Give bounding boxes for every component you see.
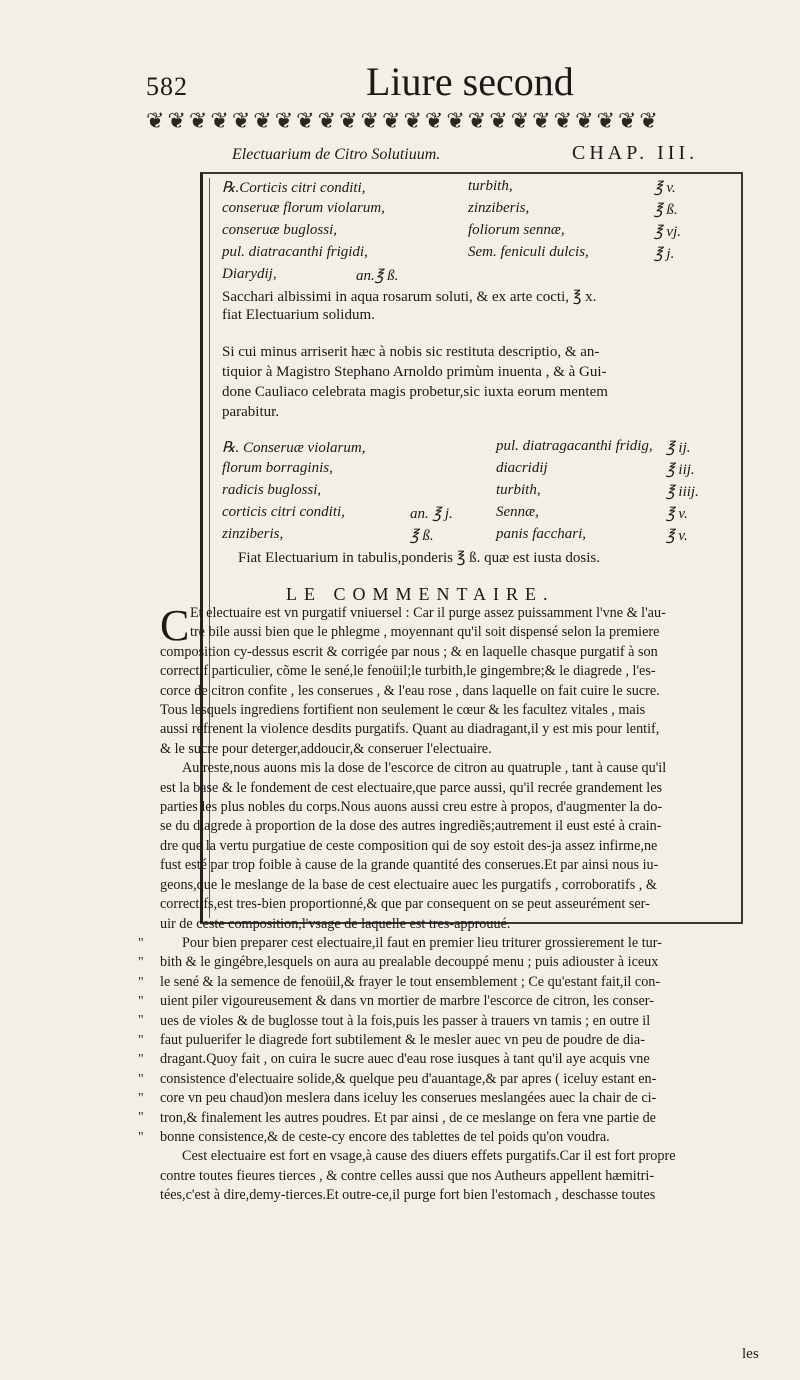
- recipe2-quantity: ℥ iiij.: [666, 484, 699, 500]
- commentary-line: le sené & la semence de fenoüil,& frayer le tout ensemblement ; Ce qu'estant fait,il con-: [160, 973, 661, 990]
- commentary-line: Au reste,nous auons mis la dose de l'escorce de citron au quatruple , tant à cause qu'il: [182, 760, 667, 777]
- ornament-glyph: ❦: [253, 108, 272, 133]
- ornament-glyph: ❦: [532, 108, 551, 133]
- ornament-glyph: ❦: [403, 108, 422, 133]
- ornament-glyph: ❦: [339, 108, 358, 133]
- recipe1-quantity: an.℥ ß.: [356, 268, 399, 284]
- ornament-glyph: ❦: [489, 108, 508, 133]
- marginal-quote-marks: [138, 934, 144, 1147]
- commentary-line: geons,que le meslange de la base de cest electuaire auec les purgatifs , corroboratifs , &: [160, 876, 657, 893]
- latin-paragraph-line: tiquior à Magistro Stephano Arnoldo primùm inuenta , & à Gui-: [222, 364, 607, 380]
- recipe2-ingredient: zinziberis,: [222, 526, 284, 542]
- recipe2-ingredient: corticis citri conditi,: [222, 504, 345, 520]
- quote-mark: ": [138, 955, 144, 971]
- commentary-line: Cest electuaire est fort en vsage,à cause des diuers effets purgatifs.Car il est fort propre: [182, 1148, 676, 1165]
- recipe2-ingredient: radicis buglossi,: [222, 482, 322, 498]
- commentary-line: Pour bien preparer cest electuaire,il faut en premier lieu triturer grossierement le tur-: [182, 934, 662, 951]
- ornament-glyph: ❦: [360, 108, 379, 133]
- page-number: 582: [146, 72, 188, 101]
- ornament-glyph: ❦: [510, 108, 530, 133]
- commentary-line: correctifs,est tres-bien proportionné,& que par consequent on se peut asseurément ser-: [160, 896, 650, 913]
- commentary-line: se du diagrede à proportion de la dose des autres ingrediẽs;autrement il eust esté à crain-: [160, 818, 662, 835]
- recipe1-ingredient: pul. diatracanthi frigidi,: [222, 244, 368, 260]
- recipe1-ingredient: Diarydij,: [222, 266, 277, 282]
- recipe1-instruction: fiat Electuarium solidum.: [222, 307, 375, 323]
- commentary-line: contre toutes fieures tierces , & contre celles aussi que nos Autheurs appellent hæmitri-: [160, 1167, 655, 1184]
- recipe1-instruction: Sacchari albissimi in aqua rosarum soluti, & ex arte cocti, ℥ x.: [222, 289, 597, 305]
- commentary-line: correctif particulier, cõme le sené,le fenoüil;le turbith,le gingembre;& le diagrede , l'es-: [160, 663, 656, 680]
- recipe2-quantity: ℥ v.: [666, 528, 688, 544]
- recipe2-ingredient: diacridij: [496, 460, 548, 476]
- ornament-glyph: ❦: [424, 108, 444, 133]
- commentary-line: fust esté par trop foible à cause de la grande quantité des conserues.Et par ainsi nous iu-: [160, 857, 659, 874]
- commentary-line: ues de violes & de buglosse tout à la fois,puis les passer à trauers vn tamis ; en outre il: [160, 1012, 651, 1029]
- ornament-glyph: ❦: [381, 108, 401, 133]
- ornament-glyph: ❦: [575, 108, 594, 133]
- ornament-glyph: ❦: [296, 108, 315, 133]
- recipe2-quantity: ℥ ij.: [666, 440, 691, 456]
- ornament-glyph: ❦: [210, 108, 229, 133]
- recipe2-ingredient: turbith,: [496, 482, 541, 498]
- quote-mark: ": [138, 1052, 144, 1068]
- ornament-glyph: ❦: [467, 108, 487, 133]
- commentary-line: aussi refrenent la violence desdits purgatifs. Quant au diadragant,il y est mis pour lentif,: [160, 721, 660, 738]
- running-head: Liure second: [366, 59, 574, 104]
- drop-cap-letter: C: [160, 601, 190, 650]
- commentary-title: LE COMMENTAIRE.: [286, 584, 555, 604]
- recipe1-ingredient: conseruæ buglossi,: [222, 222, 338, 238]
- chapter-caption-number: CHAP. III.: [572, 142, 699, 164]
- quote-mark: ": [138, 974, 144, 990]
- latin-paragraph-line: Si cui minus arriserit hæc à nobis sic restituta descriptio, & an-: [222, 344, 600, 360]
- commentary-line: composition cy-dessus escrit & corrigée par nous ; & en laquelle chasque purgatif à son: [160, 643, 658, 660]
- commentary-line: parties les plus nobles du corps.Nous auons aussi creu estre à propos, d'augmenter la do-: [160, 799, 663, 816]
- ornament-glyph: ❦: [639, 108, 658, 133]
- commentary-line: core vn peu chaud)on meslera dans iceluy les conserues meslangées auec la chair de ci-: [160, 1090, 657, 1107]
- commentary-line: Et electuaire est vn purgatif vniuersel : Car il purge assez puissamment l'vne & l'au-: [190, 605, 666, 621]
- quote-mark: ": [138, 1071, 144, 1087]
- quote-mark: ": [138, 1091, 144, 1107]
- ornament-glyph: ❦: [146, 108, 165, 133]
- recipe2-ingredient: pul. diatragacanthi fridig,: [496, 438, 653, 454]
- recipe2-ingredient: florum borraginis,: [222, 460, 333, 476]
- recipe2-quantity: ℥ v.: [666, 506, 688, 522]
- recipe1-quantity: ℥ ß.: [654, 202, 678, 218]
- quote-mark: ": [138, 1129, 144, 1145]
- commentary-line: tron,& finalement les autres poudres. Et par ainsi , de ce meslange on fera vne partie de: [160, 1109, 656, 1126]
- recipe1-ingredient: Sem. feniculi dulcis,: [468, 244, 589, 260]
- commentary-line: Tous lesquels ingrediens fortifient non seulement le cœur & les facultez vitales , mais: [160, 702, 646, 719]
- commentary-line: bonne consistence,& de ceste-cy encore des tablettes de tel poids qu'on voudra.: [160, 1128, 610, 1145]
- commentary-line: est la base & le fondement de cest electuaire,que parce aussi, qu'il recrée grandement les: [160, 779, 663, 796]
- ornament-band: [146, 104, 658, 138]
- commentary-line: faut puluerifer le diagrede fort subtilement & le mesler auec vn peu de poudre de dia-: [160, 1031, 645, 1048]
- commentary-line: consistence d'electuaire solide,& quelque peu d'auantage,& par apres ( iceluy estant en-: [160, 1070, 657, 1087]
- quote-mark: ": [138, 935, 144, 951]
- recipe2-quantity: an. ℥ j.: [410, 506, 453, 522]
- recipe1-quantity: ℥ j.: [654, 246, 675, 262]
- recipe1-ingredient: turbith,: [468, 178, 513, 194]
- recipe2-ingredient: ℞. Conseruæ violarum,: [222, 440, 366, 456]
- latin-paragraph-line: parabitur.: [222, 404, 280, 420]
- ornament-glyph: ❦: [553, 108, 573, 133]
- quote-mark: ": [138, 1032, 144, 1048]
- recipe2-quantity: ℥ iij.: [666, 462, 695, 478]
- commentary-line: uir de ceste composition,l'vsage de laquelle est tres-approuué.: [160, 915, 511, 932]
- recipe2-ingredient: panis facchari,: [496, 526, 586, 542]
- recipe1-quantity: ℥ v.: [654, 180, 676, 196]
- recipe2-quantity: ℥ ß.: [410, 528, 434, 544]
- recipe1-ingredient: foliorum sennæ,: [468, 222, 565, 238]
- commentary-line: dragant.Quoy fait , on cuira le sucre auec d'eau rose iusques à tant qu'il aye acquis vne: [160, 1051, 650, 1068]
- ornament-glyph: ❦: [274, 108, 294, 133]
- commentary-line: & le sucre pour deterger,addoucir,& conseruer l'electuaire.: [160, 740, 492, 757]
- chapter-caption-title: Electuarium de Citro Solutiuum.: [232, 146, 441, 163]
- commentary-line: corce de citron confite , les conserues , & l'eau rose , dans laquelle on fait cuire le sucre.: [160, 682, 660, 699]
- ornament-glyph: ❦: [188, 108, 208, 133]
- latin-paragraph-line: done Cauliaco celebrata magis probetur,sic iuxta eorum mentem: [222, 384, 608, 400]
- ornament-glyph: ❦: [596, 108, 615, 133]
- commentary-line: tre bile aussi bien que le phlegme , moyennant qu'il soit dispensé selon la premiere: [190, 624, 660, 641]
- quote-mark: ": [138, 994, 144, 1010]
- ornament-glyph: ❦: [617, 108, 637, 133]
- commentary-body: [160, 601, 766, 1206]
- quote-mark: ": [138, 1013, 144, 1029]
- commentary-line: uient piler vigoureusement & dans vn mortier de marbre l'escorce de citron, les conser-: [160, 993, 654, 1010]
- ornament-glyph: ❦: [317, 108, 337, 133]
- ornament-glyph: ❦: [167, 108, 186, 133]
- catchword: les: [742, 1346, 759, 1362]
- recipe1-ingredient: conseruæ florum violarum,: [222, 200, 385, 216]
- recipe1-quantity: ℥ vj.: [654, 224, 681, 240]
- ornament-glyph: ❦: [446, 108, 465, 133]
- recipe1-ingredient: zinziberis,: [468, 200, 530, 216]
- ornament-glyph: ❦: [231, 108, 251, 133]
- recipe1-ingredient: ℞.Corticis citri conditi,: [222, 180, 366, 196]
- recipe2-ingredient: Sennæ,: [496, 504, 539, 520]
- commentary-line: dre que la vertu purgatiue de ceste composition qui de soy estoit des-ja assez infirme,ne: [160, 837, 658, 854]
- recipe2-instruction: Fiat Electuarium in tabulis,ponderis ℥ ß. quæ est iusta dosis.: [238, 550, 600, 566]
- commentary-line: tées,c'est à dire,demy-tierces.Et outre-ce,il purge fort bien l'estomach , deschasse toutes: [160, 1187, 656, 1204]
- commentary-line: bith & le gingébre,lesquels on aura au prealable decouppé menu ; puis adiouster à iceux: [160, 954, 659, 971]
- quote-mark: ": [138, 1110, 144, 1126]
